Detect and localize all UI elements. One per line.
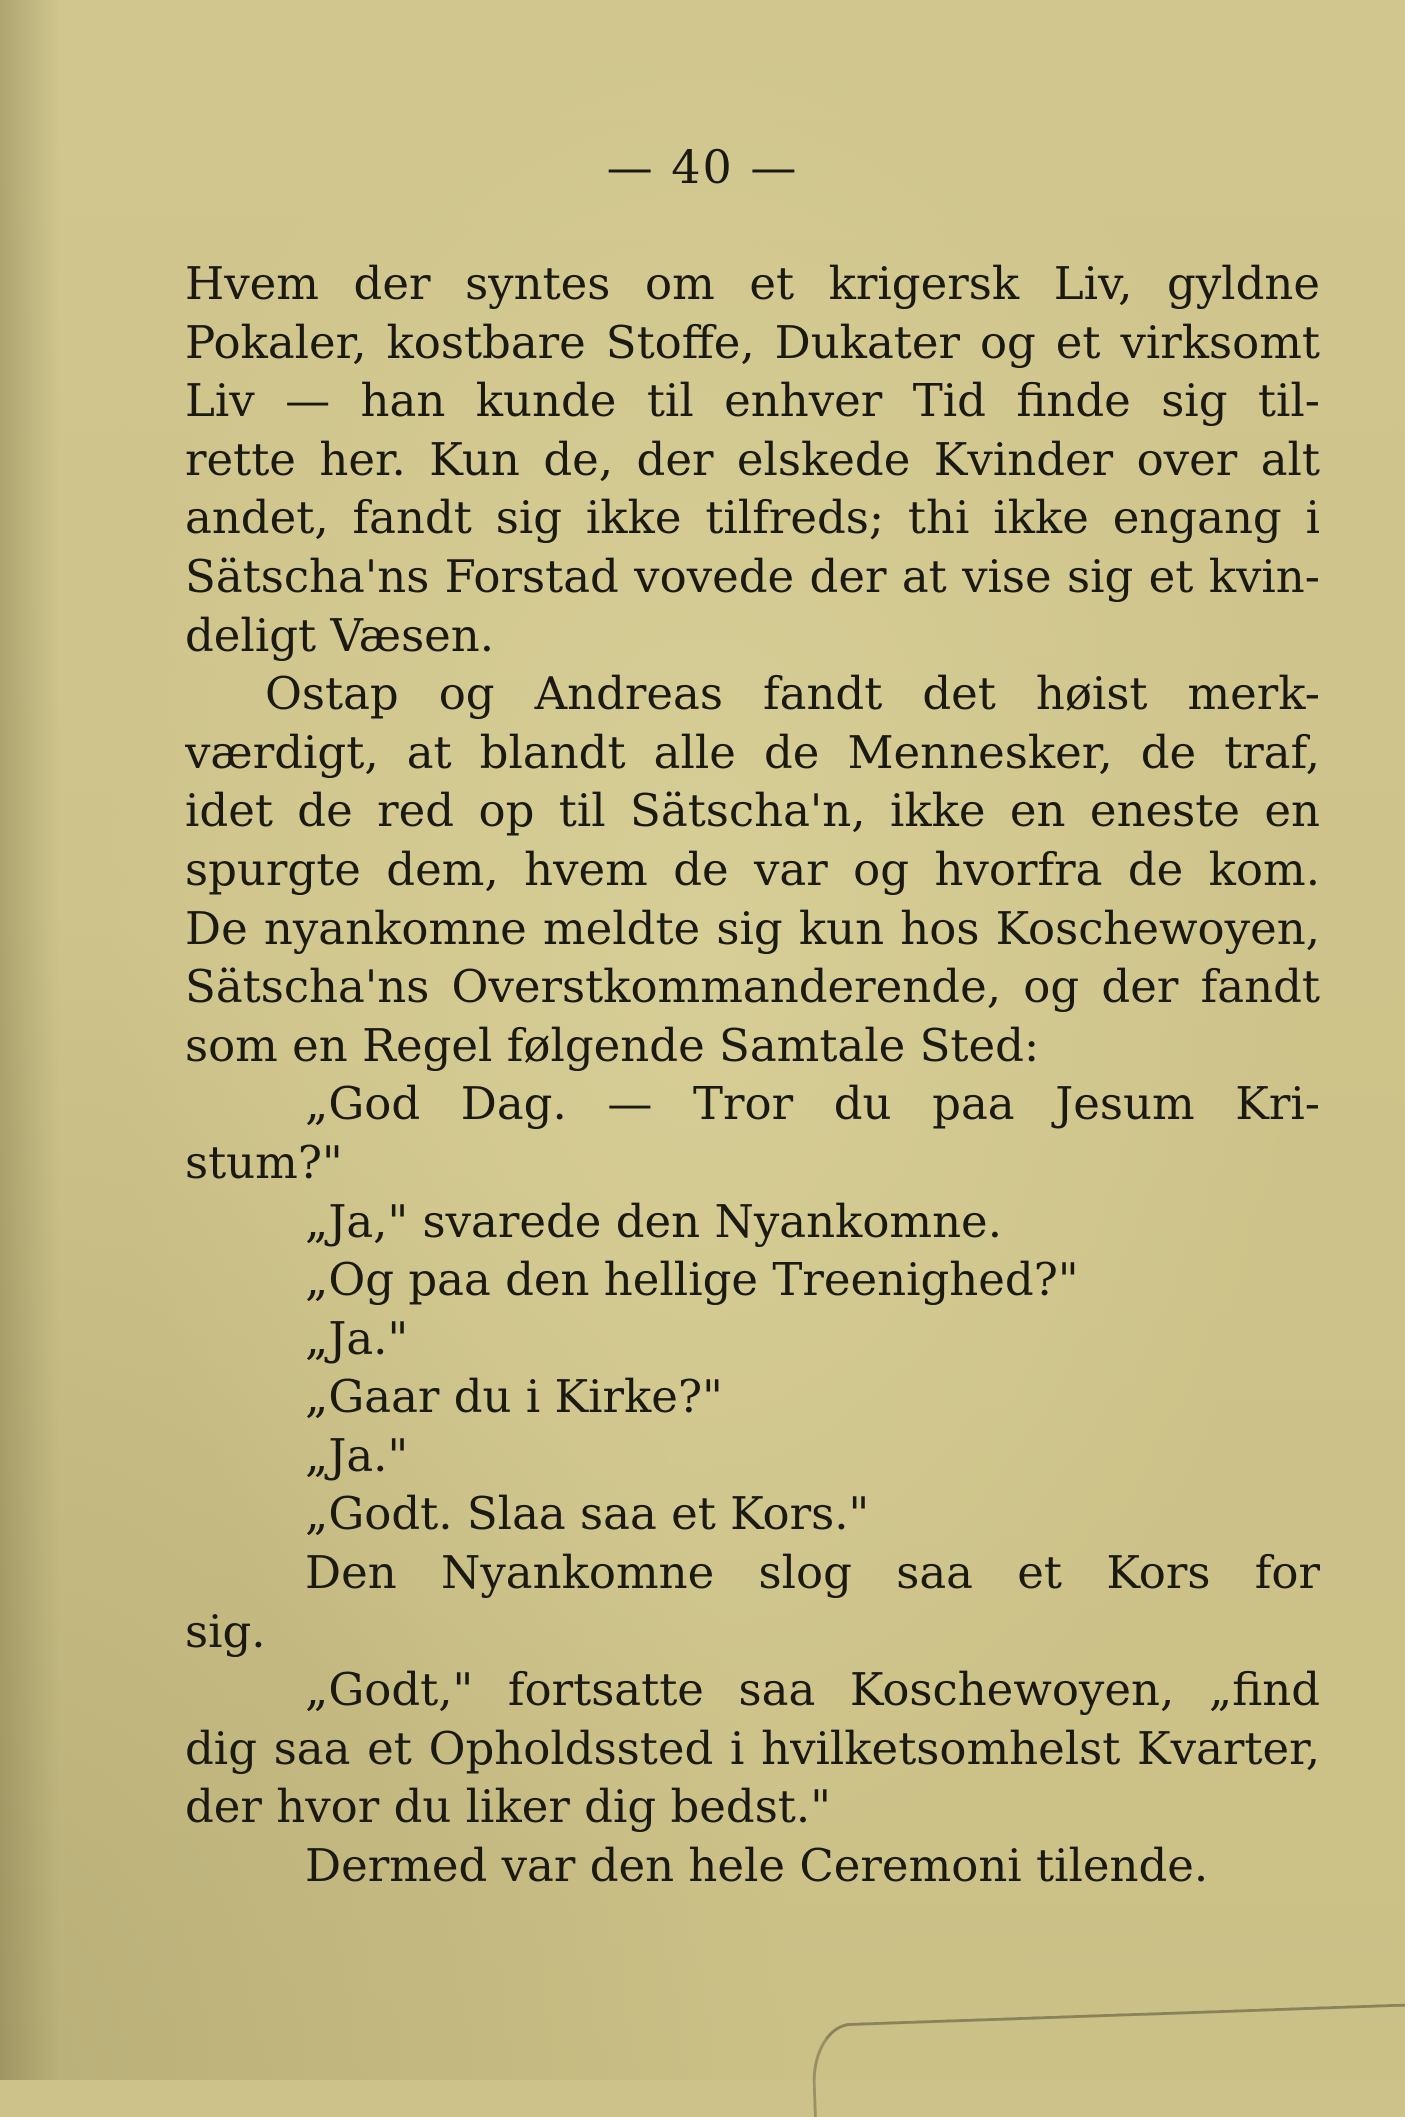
text-line: andet, fandt sig ikke tilfreds; thi ikke engang i bbox=[185, 491, 1320, 545]
text-line: deligt Væsen. bbox=[185, 608, 495, 662]
dialog-line: Dermed var den hele Ceremoni tilende. bbox=[305, 1839, 1209, 1893]
page-edge-shadow bbox=[0, 0, 60, 2080]
text-line: Sätscha'ns Overstkommanderende, og der fandt bbox=[185, 960, 1320, 1014]
text-line: De nyankomne meldte sig kun hos Koschewoyen, bbox=[185, 901, 1320, 955]
body-text bbox=[185, 255, 1320, 1896]
text-line: Hvem der syntes om et krigersk Liv, gyldne bbox=[185, 257, 1320, 310]
dialog-line: „Ja." bbox=[305, 1428, 409, 1482]
dialog-line: Den Nyankomne slog saa et Kors for bbox=[305, 1546, 1320, 1600]
dialog-line: „Ja." bbox=[305, 1311, 409, 1365]
page-corner-curl bbox=[811, 2000, 1405, 2117]
text-line: Pokaler, kostbare Stoffe, Dukater og et virksomt bbox=[185, 315, 1320, 369]
text-line: idet de red op til Sätscha'n, ikke en eneste en bbox=[185, 784, 1320, 838]
dialog-line: „Godt. Slaa saa et Kors." bbox=[305, 1487, 870, 1541]
text-line: Ostap og Andreas fandt det høist merk- bbox=[265, 667, 1320, 721]
dialog-line: „Godt," fortsatte saa Koschewoyen, „find bbox=[305, 1663, 1320, 1717]
dialog-line: „God Dag. — Tror du paa Jesum Kri- bbox=[305, 1077, 1320, 1131]
text-line: sig. bbox=[185, 1604, 266, 1658]
dialog-line: „Ja," svarede den Nyankomne. bbox=[305, 1194, 1002, 1248]
text-line: værdigt, at blandt alle de Mennesker, de traf, bbox=[185, 725, 1320, 779]
text-line: stum?" bbox=[185, 1135, 343, 1189]
text-line: som en Regel følgende Samtale Sted: bbox=[185, 1018, 1040, 1072]
page-number: — 40 — bbox=[606, 140, 799, 194]
text-line: spurgte dem, hvem de var og hvorfra de kom. bbox=[185, 842, 1320, 896]
text-line: rette her. Kun de, der elskede Kvinder over alt bbox=[185, 432, 1320, 486]
text-line: Sätscha'ns Forstad vovede der at vise sig et kvin- bbox=[185, 549, 1320, 603]
text-line: der hvor du liker dig bedst." bbox=[185, 1780, 831, 1834]
text-line: Liv — han kunde til enhver Tid finde sig til- bbox=[185, 374, 1320, 428]
dialog-line: „Og paa den hellige Treenighed?" bbox=[305, 1253, 1079, 1307]
dialog-line: „Gaar du i Kirke?" bbox=[305, 1370, 723, 1424]
text-line: dig saa et Opholdssted i hvilketsomhelst Kvarter, bbox=[185, 1721, 1320, 1775]
